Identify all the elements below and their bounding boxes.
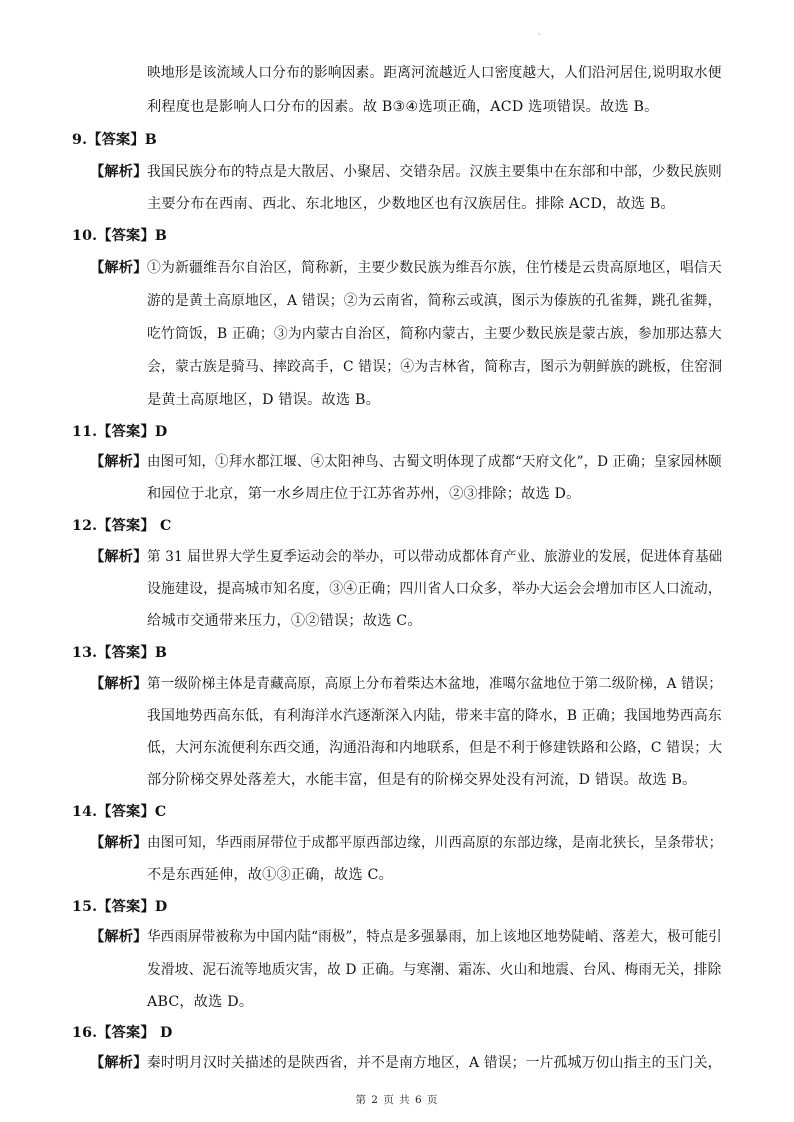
answer-heading: 13.【答案】B [72,645,168,661]
header-mark: · [538,30,541,39]
analysis-line: 主要分布在西南、西北、东北地区，少数地区也有汉族居住。排除 ACD，故选 B。 [147,196,675,212]
analysis-label: 【解析】 [90,549,148,565]
analysis-label: 【解析】 [90,164,148,180]
analysis-line: 吃竹筒饭，B 正确；③为内蒙古自治区，简称内蒙古，主要少数民族是蒙古族，参加那达慕大 [147,326,722,342]
answer-heading: 12.【答案】 C [72,518,172,534]
analysis-line: 秦时明月汉时关描述的是陕西省，并不是南方地区，A 错误；一片孤城万仞山指主的玉门关， [147,1055,722,1071]
answer-heading: 9.【答案】B [72,132,157,148]
answer-heading: 11.【答案】D [72,424,168,440]
analysis-line: 会，蒙古族是骑马、摔跤高手，C 错误；④为吉林省，简称吉，图示为朝鲜族的跳板，住窑洞 [147,359,723,375]
answer-heading: 15.【答案】D [72,899,168,915]
intro-line: 利程度也是影响人口分布的因素。故 B③④选项正确，ACD 选项错误。故选 B。 [147,99,659,115]
analysis-label: 【解析】 [90,835,148,851]
page-footer: 第 2 页 共 6 页 [355,1094,439,1106]
analysis-line: 和园位于北京，第一水乡周庄位于江苏省苏州，②③排除；故选 D。 [147,486,581,502]
intro-line: 映地形是该流域人口分布的影响因素。距离河流越近人口密度越大，人们沿河居住,说明取水便 [147,65,722,81]
analysis-label: 【解析】 [90,454,148,470]
analysis-line: 设施建设，提高城市知名度，③④正确；四川省人口众多，举办大运会会增加市区人口流动， [147,581,722,597]
analysis-label: 【解析】 [90,929,148,945]
analysis-line: 不是东西延伸，故①③正确，故选 C。 [147,867,393,883]
analysis-line: 发滑坡、泥石流等地质灾害，故 D 正确。与寒潮、霜冻、火山和地震、台风、梅雨无关，排除 [147,962,722,978]
analysis-line: 低，大河东流便利东西交通，沟通沿海和内地联系，但是不利于修建铁路和公路，C 错误；大 [147,740,723,756]
analysis-label: 【解析】 [90,676,148,692]
analysis-line: 我国民族分布的特点是大散居、小聚居、交错杂居。汉族主要集中在东部和中部，少数民族则 [147,164,722,180]
analysis-line: 第一级阶梯主体是青藏高原，高原上分布着柴达木盆地，准噶尔盆地位于第二级阶梯，A 错误； [147,676,723,692]
analysis-line: 第 31 届世界大学生夏季运动会的举办，可以带动成都体育产业、旅游业的发展，促进体育基础 [147,549,723,565]
analysis-line: 部分阶梯交界处落差大，水能丰富，但是有的阶梯交界处没有河流，D 错误。故选 B。 [147,772,697,788]
analysis-line: ①为新疆维吾尔自治区，简称新，主要少数民族为维吾尔族，住竹楼是云贵高原地区，唱信天 [147,260,722,276]
analysis-label: 【解析】 [90,260,148,276]
answer-heading: 14.【答案】C [72,804,167,820]
analysis-line: 是黄土高原地区，D 错误。故选 B。 [147,392,381,408]
analysis-line: 游的是黄土高原地区，A 错误；②为云南省，简称云或滇，图示为傣族的孔雀舞，跳孔雀舞， [147,293,722,309]
answer-heading: 10.【答案】B [72,228,168,244]
analysis-line: 我国地势西高东低，有利海洋水汽逐渐深入内陆，带来丰富的降水，B 正确；我国地势西高东 [147,708,722,724]
analysis-line: 由图可知，①拜水都江堰、④太阳神鸟、古蜀文明体现了成都“天府文化”，D 正确；皇家园林颐 [147,454,722,470]
answer-heading: 16.【答案】 D [72,1025,173,1041]
analysis-line: ABC，故选 D。 [147,994,254,1010]
analysis-line: 给城市交通带来压力，①②错误；故选 C。 [147,613,422,629]
analysis-line: 由图可知，华西雨屏带位于成都平原西部边缘，川西高原的东部边缘，是南北狭长，呈条带状； [147,835,723,851]
analysis-label: 【解析】 [90,1055,148,1071]
analysis-line: 华西雨屏带被称为中国内陆“雨极”，特点是多强暴雨，加上该地区地势陡峭、落差大，极可能引 [147,929,722,945]
